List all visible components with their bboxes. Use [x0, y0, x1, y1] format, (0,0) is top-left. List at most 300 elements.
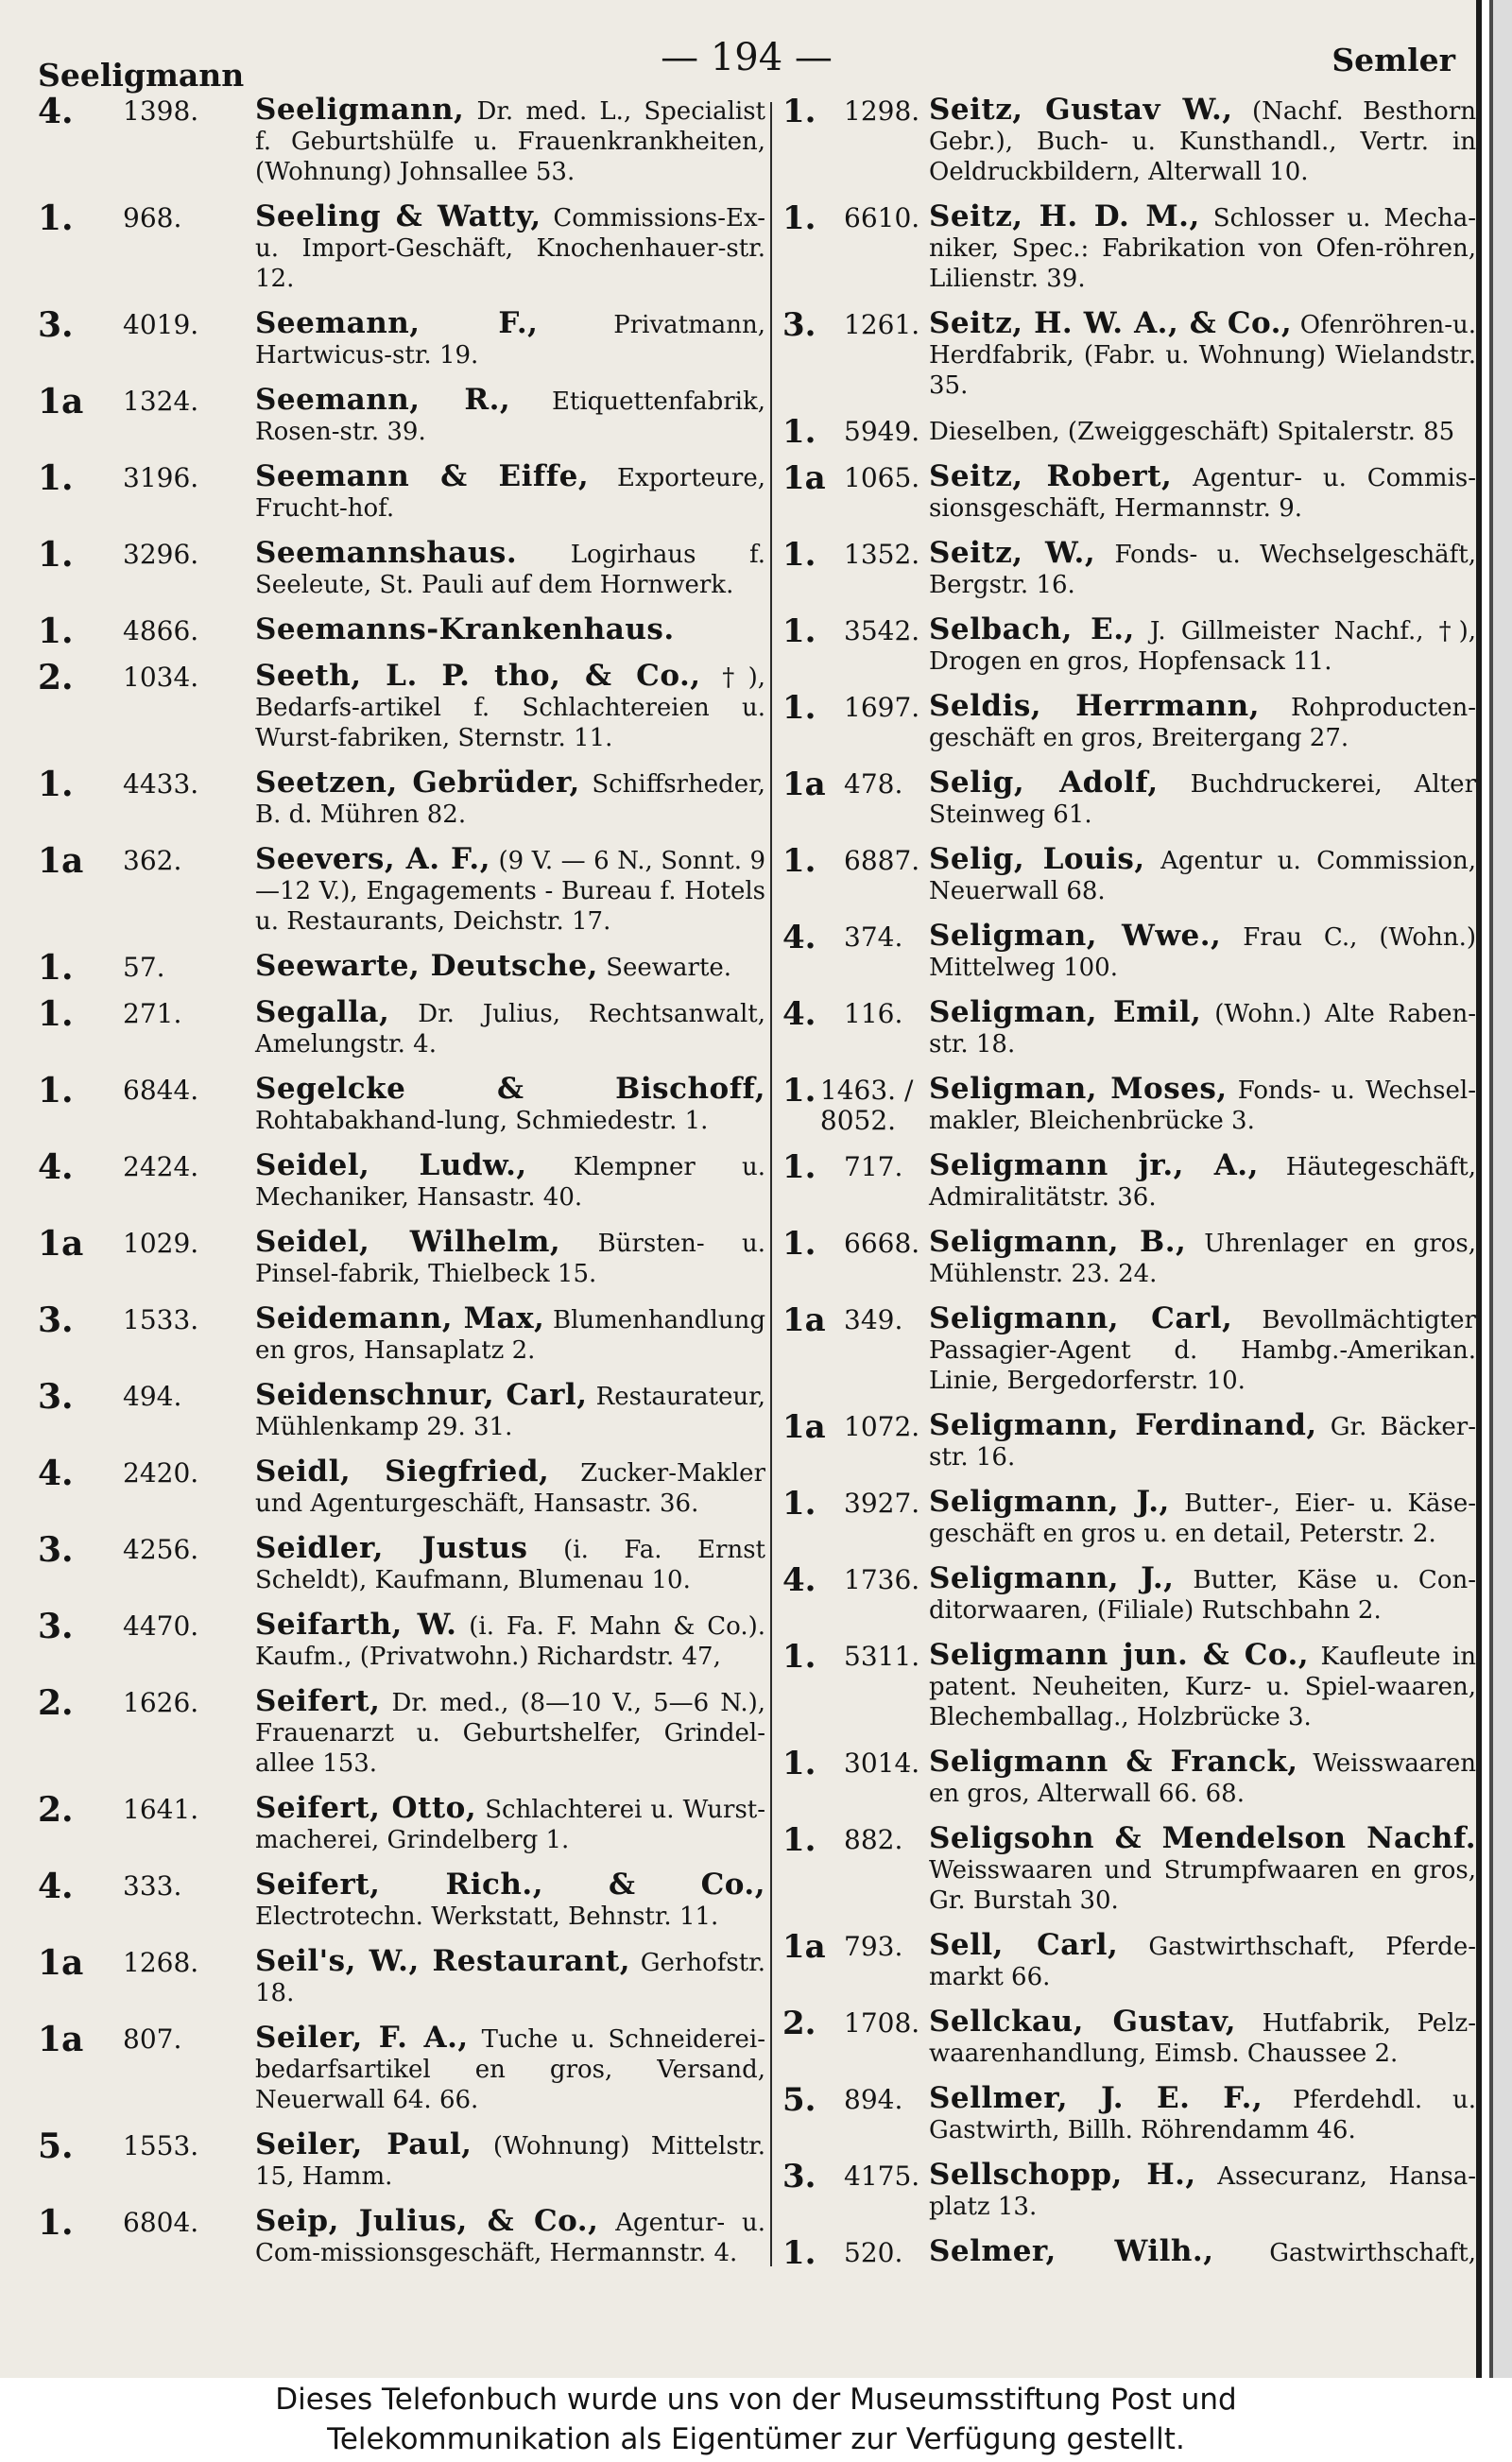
entry-text	[929, 308, 1476, 401]
exchange-zone: 1.	[782, 1072, 816, 1110]
phone-prefix	[782, 1640, 929, 1732]
subscriber-name: Seligsohn & Mendelson Nachf.	[929, 1821, 1476, 1855]
exchange-zone: 1.	[38, 765, 74, 804]
phone-prefix	[782, 1227, 929, 1289]
subscriber-details: Schiffsrheder, B. d. Mühren 82.	[255, 770, 765, 829]
phone-number: 6610.	[844, 202, 920, 233]
phone-prefix	[38, 2126, 255, 2192]
phone-number: 6887.	[844, 845, 920, 876]
entry-text	[255, 1227, 765, 1289]
directory-entry	[38, 1683, 765, 1779]
entry-text	[929, 844, 1476, 906]
directory-entry	[38, 841, 765, 937]
subscriber-details: Kaufleute in patent. Neuheiten, Kurz- u. Spiel-waaren, Blechemballag., Holzbrücke 3.	[929, 1643, 1476, 1731]
subscriber-name: Seeling & Watty,	[255, 199, 541, 233]
exchange-zone: 1a	[38, 1224, 84, 1264]
phone-prefix	[38, 535, 255, 600]
entry-text	[929, 1487, 1476, 1549]
subscriber-name: Seemann, F.,	[255, 306, 539, 340]
subscriber-details: Dr. med. L., Specialist f. Geburtshülfe u. Frauenkrankheiten, (Wohnung) Johnsallee 53.	[255, 97, 765, 186]
exchange-zone: 1.	[782, 413, 816, 451]
subscriber-name: Seitz, Gustav W.,	[929, 95, 1233, 127]
subscriber-name: Seemann & Eiffe,	[255, 459, 590, 493]
entry-text	[255, 2129, 765, 2192]
phone-prefix	[782, 997, 929, 1059]
phone-number: 968.	[123, 202, 182, 233]
directory-entry	[38, 2203, 765, 2268]
subscriber-name: Seevers, A. F.,	[255, 842, 491, 876]
subscriber-details: †), Bedarfs-artikel f. Schlachtereien u. Wurst-fabriken, Sternstr. 11.	[255, 663, 765, 752]
directory-entry	[38, 1790, 765, 1855]
directory-entry	[782, 844, 1476, 906]
subscriber-name: Seligmann, Ferdinand,	[929, 1408, 1317, 1442]
entry-text	[255, 767, 765, 830]
subscriber-details: Assecuranz, Hansa-platz 13.	[929, 2162, 1476, 2221]
exchange-zone: 1.	[782, 95, 816, 130]
entry-text	[255, 1946, 765, 2008]
phone-number: 1463. / 8052.	[819, 1075, 914, 1136]
entry-text	[929, 1410, 1476, 1472]
right-column	[782, 95, 1476, 2268]
directory-entry	[38, 1456, 765, 1519]
phone-number: 116.	[844, 998, 903, 1029]
exchange-zone: 1.	[782, 689, 816, 727]
directory-entry	[782, 2083, 1476, 2145]
subscriber-name: Seligmann, J.,	[929, 1485, 1170, 1519]
phone-prefix	[782, 413, 929, 451]
exchange-zone: 2.	[38, 1790, 74, 1830]
subscriber-name: Seitz, W.,	[929, 536, 1096, 570]
entry-text	[929, 997, 1476, 1059]
exchange-zone: 4.	[782, 919, 816, 956]
phone-prefix	[38, 382, 255, 447]
directory-entry	[782, 95, 1476, 187]
phone-prefix	[782, 2160, 929, 2222]
phone-number: 717.	[844, 1151, 903, 1182]
phone-prefix	[38, 1790, 255, 1855]
entry-text	[255, 95, 765, 187]
phone-number: 1398.	[123, 95, 199, 127]
directory-entry	[782, 1150, 1476, 1213]
subscriber-details: Ofenröhren-u. Herdfabrik, (Fabr. u. Wohnung) Wielandstr. 35.	[929, 311, 1476, 400]
directory-entry	[38, 95, 765, 187]
phone-prefix	[782, 308, 929, 401]
subscriber-name: Seligmann, B.,	[929, 1225, 1187, 1259]
exchange-zone: 3.	[782, 2158, 816, 2195]
subscriber-name: Seligman, Emil,	[929, 995, 1202, 1029]
exchange-zone: 1.	[782, 1148, 816, 1186]
phone-number: 6804.	[123, 2207, 199, 2238]
entry-text	[255, 997, 765, 1059]
subscriber-details: (i. Fa. Ernst Scheldt), Kaufmann, Blumenau 10.	[255, 1536, 765, 1594]
subscriber-name: Selig, Adolf,	[929, 766, 1159, 800]
phone-number: 1298.	[844, 95, 920, 127]
entry-text	[929, 1747, 1476, 1809]
subscriber-name: Seidel, Wilhelm,	[255, 1225, 561, 1259]
entry-text	[929, 2236, 1476, 2268]
exchange-zone: 3.	[38, 1607, 74, 1646]
phone-prefix	[38, 2020, 255, 2115]
subscriber-name: Seidenschnur, Carl,	[255, 1378, 588, 1412]
entry-text	[255, 538, 765, 600]
entry-text	[929, 921, 1476, 983]
subscriber-details: Dieselben, (Zweiggeschäft) Spitalerstr. 85	[929, 418, 1455, 446]
phone-prefix	[782, 538, 929, 600]
entry-text	[255, 1793, 765, 1855]
entry-text	[929, 2006, 1476, 2069]
exchange-zone: 1.	[782, 1485, 816, 1523]
phone-number: 1034.	[123, 662, 199, 693]
directory-entry	[782, 1410, 1476, 1472]
phone-number: 1065.	[844, 462, 920, 493]
phone-prefix	[38, 1224, 255, 1289]
subscriber-name: Selmer, Wilh.,	[929, 2234, 1214, 2268]
exchange-zone: 1.	[782, 199, 816, 237]
phone-prefix	[782, 1930, 929, 1992]
entry-text	[929, 767, 1476, 830]
directory-entry	[782, 2006, 1476, 2069]
subscriber-name: Seidel, Ludw.,	[255, 1148, 527, 1182]
phone-number: 362.	[123, 845, 182, 876]
phone-prefix	[782, 95, 929, 187]
phone-number: 1626.	[123, 1687, 199, 1718]
subscriber-name: Seidl, Siegfried,	[255, 1455, 550, 1489]
exchange-zone: 1.	[38, 994, 74, 1034]
subscriber-details: Dr. med., (8—10 V., 5—6 N.), Frauenarzt u. Geburtshelfer, Grindel-allee 153.	[255, 1689, 765, 1778]
exchange-zone: 4.	[782, 1561, 816, 1599]
phone-number: 1261.	[844, 309, 920, 340]
directory-entry	[782, 997, 1476, 1059]
entry-text	[255, 1686, 765, 1779]
phone-number: 1268.	[123, 1947, 199, 1978]
subscriber-name: Seligmann jun. & Co.,	[929, 1638, 1310, 1672]
entry-text	[255, 844, 765, 937]
exchange-zone: 5.	[782, 2081, 816, 2119]
exchange-zone: 1a	[782, 766, 826, 803]
entry-text	[929, 1823, 1476, 1916]
entry-text	[929, 415, 1476, 447]
exchange-zone: 1.	[38, 2203, 74, 2243]
directory-entry	[782, 1227, 1476, 1289]
exchange-zone: 1.	[38, 1071, 74, 1110]
directory-entry	[782, 1563, 1476, 1626]
entry-text	[255, 201, 765, 294]
phone-number: 478.	[844, 768, 903, 800]
phone-prefix	[782, 921, 929, 983]
exchange-zone: 1.	[782, 2234, 816, 2268]
phone-prefix	[782, 1563, 929, 1626]
subscriber-name: Seitz, H. W. A., & Co.,	[929, 306, 1293, 340]
subscriber-details: Uhrenlager en gros, Mühlenstr. 23. 24.	[929, 1230, 1476, 1288]
phone-number: 4433.	[123, 768, 199, 800]
entry-text	[255, 1380, 765, 1442]
phone-number: 4470.	[123, 1610, 199, 1642]
phone-number: 1553.	[123, 2130, 199, 2161]
exchange-zone: 4.	[782, 995, 816, 1033]
subscriber-details: Häutegeschäft, Admiralitätstr. 36.	[929, 1153, 1476, 1212]
exchange-zone: 3.	[782, 306, 816, 344]
phone-number: 1697.	[844, 692, 920, 723]
directory-entry	[38, 1869, 765, 1932]
subscriber-details: Seewarte.	[606, 954, 732, 982]
entry-text	[929, 95, 1476, 187]
subscriber-name: Seeligmann,	[255, 95, 465, 127]
subscriber-name: Seligman, Moses,	[929, 1072, 1228, 1106]
phone-number: 882.	[844, 1824, 903, 1855]
exchange-zone: 1.	[782, 1745, 816, 1782]
phone-number: 349.	[844, 1304, 903, 1335]
phone-prefix	[38, 841, 255, 937]
subscriber-details: Hutfabrik, Pelz-waarenhandlung, Eimsb. Chaussee 2.	[929, 2009, 1476, 2068]
subscriber-name: Seitz, Robert,	[929, 459, 1173, 493]
directory-entry	[782, 1487, 1476, 1549]
subscriber-name: Seifert,	[255, 1684, 381, 1718]
subscriber-details: Butter, Käse u. Con-ditorwaaren, (Filiale) Rutschbahn 2.	[929, 1566, 1476, 1625]
directory-entry	[782, 921, 1476, 983]
subscriber-name: Sellschopp, H.,	[929, 2158, 1196, 2192]
phone-number: 4019.	[123, 309, 199, 340]
phone-number: 3927.	[844, 1488, 920, 1519]
phone-number: 333.	[123, 1870, 182, 1902]
subscriber-details: Tuche u. Schneiderei-bedarfsartikel en gros, Versand, Neuerwall 64. 66.	[255, 2025, 765, 2114]
phone-prefix	[38, 658, 255, 753]
phone-prefix	[38, 2203, 255, 2268]
subscriber-details: Electrotechn. Werkstatt, Behnstr. 11.	[255, 1902, 719, 1931]
phone-number: 5949.	[844, 416, 920, 447]
entry-text	[929, 1150, 1476, 1213]
subscriber-name: Seemannshaus.	[255, 536, 518, 570]
phone-prefix	[782, 1747, 929, 1809]
entry-text	[255, 1533, 765, 1595]
directory-entry	[782, 1747, 1476, 1809]
phone-prefix	[38, 1456, 255, 1519]
exchange-zone: 3.	[38, 1377, 74, 1417]
entry-text	[929, 614, 1476, 677]
subscriber-name: Seip, Julius, & Co.,	[255, 2204, 599, 2238]
phone-prefix	[38, 1683, 255, 1779]
entry-text	[929, 691, 1476, 753]
entry-text	[255, 1074, 765, 1136]
left-column	[38, 95, 765, 2268]
exchange-zone: 1a	[38, 382, 84, 422]
directory-entry	[38, 948, 765, 988]
header-right-keyword: Semler	[1332, 42, 1455, 78]
phone-number: 793.	[844, 1931, 903, 1962]
exchange-zone: 1a	[782, 1928, 826, 1966]
phone-number: 57.	[123, 952, 165, 983]
directory-entry	[38, 535, 765, 600]
entry-text	[929, 2160, 1476, 2222]
subscriber-details: Bürsten- u. Pinsel-fabrik, Thielbeck 15.	[255, 1230, 765, 1288]
subscriber-details: J. Gillmeister Nachf., †), Drogen en gros, Hopfensack 11.	[929, 617, 1476, 676]
phone-number: 520.	[844, 2237, 903, 2268]
subscriber-name: Seitz, H. D. M.,	[929, 199, 1200, 233]
phone-number: 3542.	[844, 615, 920, 646]
exchange-zone: 4.	[38, 1454, 74, 1493]
subscriber-name: Seifarth, W.	[255, 1608, 457, 1642]
subscriber-name: Seligmann, Carl,	[929, 1301, 1233, 1335]
phone-number: 1029.	[123, 1228, 199, 1259]
subscriber-details: Fonds- u. Wechsel-makler, Bleichenbrücke 3.	[929, 1076, 1476, 1135]
phone-number: 1708.	[844, 2007, 920, 2039]
exchange-zone: 1a	[782, 1408, 826, 1446]
subscriber-details: Privatmann, Hartwicus-str. 19.	[255, 311, 765, 370]
phone-prefix	[38, 948, 255, 988]
subscriber-details: Logirhaus f. Seeleute, St. Pauli auf dem Hornwerk.	[255, 541, 765, 599]
exchange-zone: 1a	[782, 1301, 826, 1339]
directory-entry	[782, 2160, 1476, 2222]
directory-entry	[38, 1071, 765, 1136]
directory-entry	[38, 458, 765, 524]
subscriber-name: Seligman, Wwe.,	[929, 919, 1222, 953]
phone-prefix	[782, 201, 929, 294]
phone-prefix	[782, 2083, 929, 2145]
subscriber-name: Seidler, Justus	[255, 1531, 528, 1565]
directory-entry	[782, 614, 1476, 677]
exchange-zone: 1.	[782, 1225, 816, 1263]
footer-line-1: Dieses Telefonbuch wurde uns von der Museumsstiftung Post und	[275, 2383, 1237, 2417]
exchange-zone: 1a	[782, 459, 826, 497]
phone-prefix	[38, 1530, 255, 1595]
subscriber-details: Weisswaaren und Strumpfwaaren en gros, Gr. Burstah 30.	[929, 1856, 1476, 1915]
subscriber-details: Dr. Julius, Rechtsanwalt, Amelungstr. 4.	[255, 1000, 765, 1059]
exchange-zone: 1.	[782, 612, 816, 650]
subscriber-details: (Wohnung) Mittelstr. 15, Hamm.	[255, 2132, 765, 2191]
phone-prefix	[782, 614, 929, 677]
phone-prefix	[38, 458, 255, 524]
entry-text	[929, 538, 1476, 600]
subscriber-details: Butter-, Eier- u. Käse-geschäft en gros u. en detail, Peterstr. 2.	[929, 1489, 1476, 1548]
subscriber-name: Segelcke & Bischoff,	[255, 1072, 765, 1106]
entry-text	[255, 2023, 765, 2115]
subscriber-name: Selbach, E.,	[929, 612, 1135, 646]
exchange-zone: 3.	[38, 1300, 74, 1340]
subscriber-name: Seifert, Rich., & Co.,	[255, 1868, 765, 1902]
directory-entry	[38, 611, 765, 651]
phone-number: 4866.	[123, 615, 199, 646]
phone-prefix	[38, 1300, 255, 1366]
entry-text	[255, 2206, 765, 2268]
phone-number: 271.	[123, 998, 182, 1029]
entry-text	[255, 614, 765, 646]
exchange-zone: 1.	[38, 611, 74, 651]
subscriber-details: Weisswaaren en gros, Alterwall 66. 68.	[929, 1749, 1476, 1808]
directory-entry	[782, 1930, 1476, 1992]
phone-number: 6844.	[123, 1075, 199, 1106]
directory-entry	[38, 2020, 765, 2115]
phone-prefix	[38, 1607, 255, 1672]
exchange-zone: 3.	[38, 305, 74, 345]
phone-prefix	[38, 1071, 255, 1136]
directory-entry	[38, 2126, 765, 2192]
subscriber-details: Gerhofstr. 18.	[255, 1949, 765, 2007]
exchange-zone: 1.	[782, 1638, 816, 1676]
subscriber-details: Pferdehdl. u. Gastwirth, Billh. Röhrendamm 46.	[929, 2086, 1476, 2144]
phone-prefix	[38, 1943, 255, 2008]
exchange-zone: 4.	[38, 95, 74, 131]
subscriber-name: Seligmann & Franck,	[929, 1745, 1298, 1779]
subscriber-details: Buchdruckerei, Alter Steinweg 61.	[929, 770, 1476, 829]
subscriber-details: Agentur u. Commission, Neuerwall 68.	[929, 847, 1476, 905]
subscriber-details: Agentur- u. Commis-sionsgeschäft, Hermannstr. 9.	[929, 464, 1476, 523]
subscriber-name: Seidemann, Max,	[255, 1301, 545, 1335]
directory-entry	[38, 305, 765, 370]
directory-entry	[782, 1823, 1476, 1916]
phone-prefix	[38, 95, 255, 187]
footer-notice	[0, 2378, 1512, 2462]
subscriber-name: Selig, Louis,	[929, 842, 1145, 876]
subscriber-name: Seligmann, J.,	[929, 1561, 1175, 1595]
phone-prefix	[782, 2006, 929, 2069]
phone-prefix	[38, 1869, 255, 1932]
subscriber-name: Seemanns-Krankenhaus.	[255, 612, 675, 646]
directory-entry	[38, 1530, 765, 1595]
phone-number: 494.	[123, 1381, 182, 1412]
subscriber-details: Rohproducten-geschäft en gros, Breitergang 27.	[929, 694, 1476, 752]
phone-number: 1641.	[123, 1794, 199, 1825]
exchange-zone: 1.	[782, 536, 816, 574]
entry-text	[929, 1640, 1476, 1732]
footer-line-2: Telekommunikation als Eigentümer zur Verfügung gestellt.	[327, 2422, 1185, 2456]
subscriber-details: (i. Fa. F. Mahn & Co.). Kaufm., (Privatwohn.) Richardstr. 47,	[255, 1612, 765, 1671]
entry-text	[255, 1150, 765, 1213]
subscriber-name: Seil's, W., Restaurant,	[255, 1944, 630, 1978]
page-number: — 194 —	[661, 36, 833, 79]
subscriber-name: Seetzen, Gebrüder,	[255, 766, 580, 800]
phone-prefix	[38, 611, 255, 651]
entry-text	[929, 201, 1476, 294]
phone-number: 2420.	[123, 1457, 199, 1489]
exchange-zone: 1a	[38, 2020, 84, 2059]
subscriber-details: Commissions-Ex- u. Import-Geschäft, Knochenhauer-str. 12.	[255, 204, 765, 293]
exchange-zone: 1.	[38, 948, 74, 988]
exchange-zone: 3.	[38, 1530, 74, 1570]
phone-number: 2424.	[123, 1151, 199, 1182]
directory-entry	[782, 1640, 1476, 1732]
phone-number: 3196.	[123, 462, 199, 493]
directory-entry	[38, 767, 765, 830]
entry-text	[929, 1074, 1476, 1136]
directory-entry	[38, 1943, 765, 2008]
entry-text	[929, 2083, 1476, 2145]
phone-number: 1736.	[844, 1564, 920, 1595]
entry-text	[255, 1303, 765, 1366]
entry-text	[255, 1869, 765, 1932]
subscriber-details: Frau C., (Wohn.) Mittelweg 100.	[929, 923, 1476, 982]
directory-entry	[782, 1074, 1476, 1136]
exchange-zone: 5.	[38, 2126, 74, 2166]
directory-entry	[38, 658, 765, 753]
phone-prefix	[782, 461, 929, 524]
subscriber-details: (Wohn.) Alte Raben-str. 18.	[929, 1000, 1476, 1059]
phone-prefix	[782, 2236, 929, 2268]
header-left-keyword: Seeligmann	[38, 57, 245, 94]
phone-number: 4256.	[123, 1534, 199, 1565]
phone-prefix	[782, 1823, 929, 1916]
subscriber-name: Segalla,	[255, 995, 390, 1029]
directory-entry	[782, 461, 1476, 524]
subscriber-details: Bevollmächtigter Passagier-Agent d. Hambg.-Amerikan. Linie, Bergedorferstr. 10.	[929, 1306, 1476, 1395]
entry-text	[255, 1610, 765, 1672]
entry-text	[255, 385, 765, 447]
subscriber-name: Seeth, L. P. tho, & Co.,	[255, 659, 701, 693]
subscriber-details: Schlachterei u. Wurst-macherei, Grindelberg 1.	[255, 1796, 765, 1854]
phone-number: 5311.	[844, 1641, 920, 1672]
exchange-zone: 1.	[38, 198, 74, 238]
phone-prefix	[38, 1377, 255, 1442]
exchange-zone: 1.	[782, 842, 816, 880]
exchange-zone: 2.	[782, 2005, 816, 2042]
